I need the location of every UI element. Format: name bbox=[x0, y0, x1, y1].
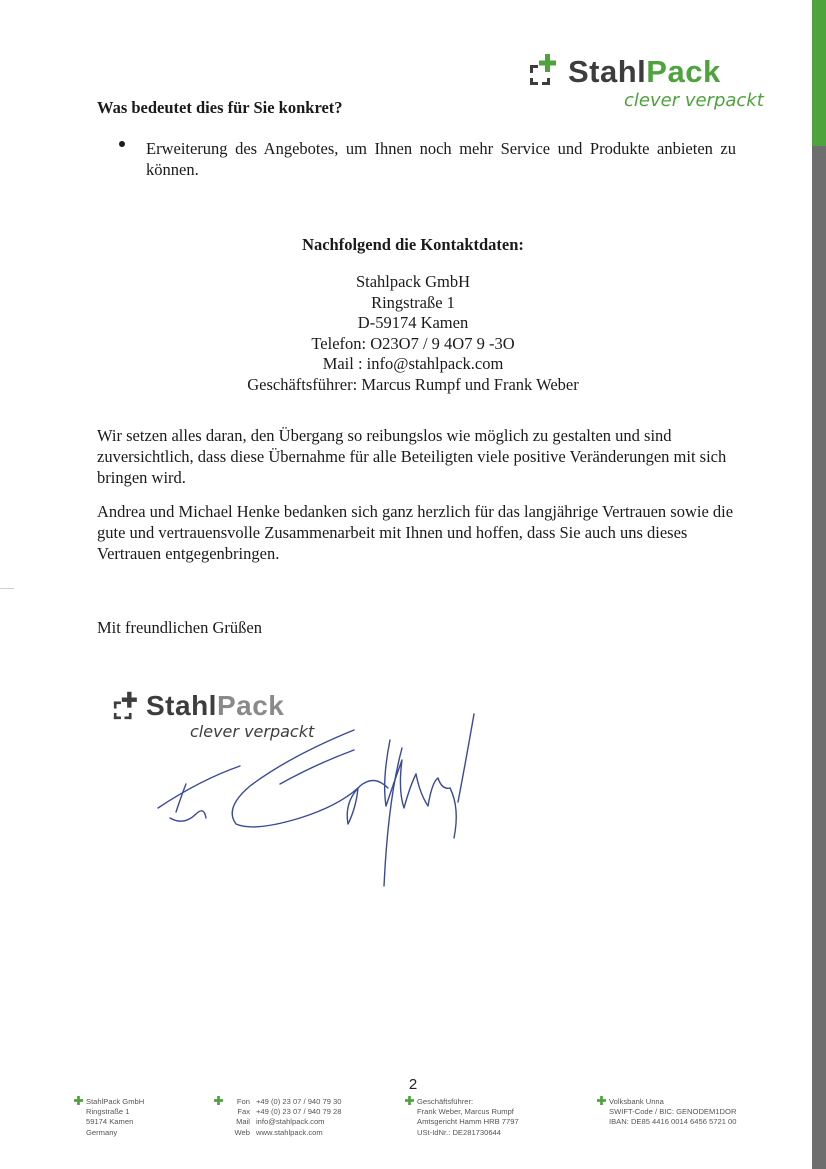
contact-mail: Mail : info@stahlpack.com bbox=[322, 354, 504, 373]
footer-company-name: StahlPack GmbH bbox=[86, 1097, 145, 1106]
green-plus-icon bbox=[597, 1096, 606, 1105]
footer-company-country: Germany bbox=[86, 1127, 118, 1137]
closing-greeting: Mit freundlichen Grüßen bbox=[97, 618, 262, 637]
footer-fax-value: +49 (0) 23 07 / 940 79 28 bbox=[256, 1107, 342, 1117]
footer-company bbox=[86, 1097, 144, 1138]
footer-management bbox=[417, 1097, 519, 1138]
contact-company: Stahlpack GmbH bbox=[355, 272, 471, 291]
footer-mail-label: Mail bbox=[236, 1117, 250, 1127]
contact-management: Geschäftsführer: Marcus Rumpf und Frank Weber bbox=[247, 374, 579, 394]
contact-phone: Telefon: O23O7 / 9 4O7 9 -3O bbox=[311, 333, 515, 353]
handwritten-signature bbox=[140, 690, 540, 900]
footer-phone bbox=[226, 1097, 342, 1107]
footer-web-value: www.stahlpack.com bbox=[256, 1127, 323, 1137]
page-number: 2 bbox=[408, 1076, 418, 1093]
stamp-brand-pack: Pack bbox=[216, 690, 285, 721]
footer-web bbox=[226, 1128, 342, 1138]
side-bar-green bbox=[812, 0, 826, 146]
header-logo bbox=[528, 52, 764, 114]
contact-block bbox=[0, 272, 826, 395]
footer-web-label: Web bbox=[234, 1127, 250, 1137]
contact-city: D-59174 Kamen bbox=[357, 313, 469, 332]
footer-bank-name: Volksbank Unna bbox=[609, 1097, 664, 1106]
stamp-tagline: clever verpackt bbox=[190, 722, 315, 741]
footer-phone-label: Fon bbox=[236, 1097, 250, 1106]
bullet-item: Erweiterung des Angebotes, um Ihnen noch mehr Service und Produkte anbieten zu können. bbox=[146, 139, 736, 179]
green-plus-icon bbox=[214, 1096, 223, 1105]
footer-vat-id: USt-IdNr.: DE281730644 bbox=[417, 1127, 502, 1137]
brand-pack: Pack bbox=[646, 54, 721, 89]
footer-mail-value: info@stahlpack.com bbox=[256, 1117, 325, 1127]
footer-register: Amtsgericht Hamm HRB 7797 bbox=[417, 1117, 519, 1127]
brand-stahl: Stahl bbox=[568, 54, 647, 89]
footer-management-label: Geschäftsführer: bbox=[417, 1097, 474, 1106]
green-plus-icon bbox=[74, 1096, 83, 1105]
contact-street: Ringstraße 1 bbox=[371, 292, 455, 312]
footer-bank-bic: SWIFT-Code / BIC: GENODEM1DOR bbox=[609, 1107, 737, 1117]
footer-mail bbox=[226, 1117, 342, 1127]
stahlpack-plus-bracket-icon bbox=[528, 52, 564, 86]
footer-bank bbox=[609, 1097, 737, 1128]
brand-name bbox=[568, 54, 721, 90]
paragraph-thanks: Andrea und Michael Henke bedanken sich ganz herzlich für das langjährige Vertrauen sowie die gute und vertrauensvolle Zusammenarbeit mit Ihnen und hoffen, dass Sie auch uns dieses Vertrauen entgegenbringen. bbox=[97, 502, 734, 563]
bullet-dot bbox=[119, 141, 125, 147]
footer-contact bbox=[226, 1097, 342, 1138]
side-color-bar bbox=[812, 0, 826, 1169]
footer-bank-iban: IBAN: DE85 4416 0014 6456 5721 00 bbox=[609, 1117, 737, 1127]
green-plus-icon bbox=[405, 1096, 414, 1105]
stamp-brand-stahl: Stahl bbox=[146, 690, 217, 721]
contact-title: Nachfolgend die Kontaktdaten: bbox=[302, 235, 524, 254]
scan-mark bbox=[0, 588, 14, 589]
footer-company-street: Ringstraße 1 bbox=[86, 1107, 130, 1117]
brand-tagline: clever verpackt bbox=[624, 90, 764, 111]
footer-fax bbox=[226, 1107, 342, 1117]
footer-phone-value: +49 (0) 23 07 / 940 79 30 bbox=[256, 1097, 342, 1106]
paragraph-transition: Wir setzen alles daran, den Übergang so reibungslos wie möglich zu gestalten und sind zuversichtlich, dass diese Übernahme für alle Beteiligten viele positive Veränderungen mit sich bringen wird. bbox=[97, 426, 727, 487]
footer-company-city: 59174 Kamen bbox=[86, 1117, 134, 1127]
section-heading: Was bedeutet dies für Sie konkret? bbox=[97, 98, 343, 117]
footer-fax-label: Fax bbox=[237, 1107, 250, 1117]
footer-management-names: Frank Weber, Marcus Rumpf bbox=[417, 1107, 514, 1117]
